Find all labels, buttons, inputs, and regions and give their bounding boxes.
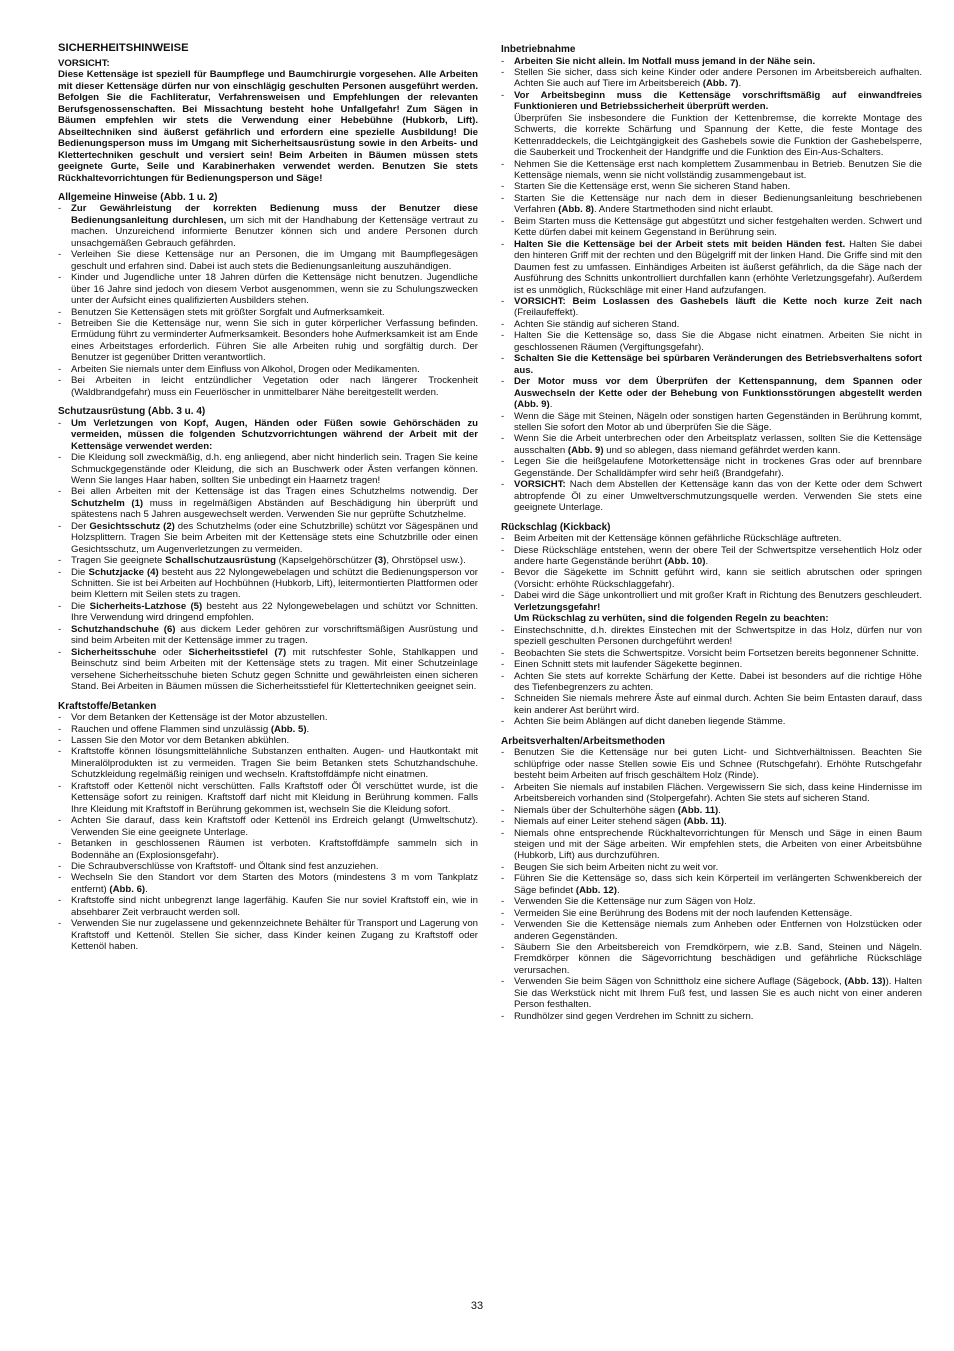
list-item: - Um Verletzungen von Kopf, Augen, Händen oder Füßen sowie Gehörschäden zu vermeiden, müssen die folgenden Schutzvorrichtungen während der Arbeit mit der Kettensäge verwendet werden: — [58, 418, 478, 452]
section-sicherheitshinweise — [58, 42, 478, 184]
list-item: Um Rückschlag zu verhüten, sind die folgenden Regeln zu beachten: — [514, 613, 829, 625]
section-heading: Arbeitsverhalten/Arbeitsmethoden — [501, 735, 665, 747]
list-item: - Stellen Sie sicher, dass sich keine Kinder oder andere Personen im Arbeitsbereich aufhalten. Achten Sie auch auf Tiere im Arbeitsbereich (Abb. 7). — [501, 67, 922, 90]
list-item: - Bevor die Sägekette im Schnitt geführt wird, kann sie seitlich abrutschen oder springen (Vorsicht: erhöhte Rückschlaggefahr). — [501, 567, 922, 590]
list-item: - Säubern Sie den Arbeitsbereich von Fremdkörpern, wie z.B. Sand, Steinen und Nägeln. Fremdkörper können die Sägevorrichtung beschädigen und gefährliche Rückschläge verursachen. — [501, 942, 922, 976]
section-heading: Kraftstoffe/Betanken — [58, 700, 157, 712]
bullet-list — [58, 712, 478, 953]
list-item: - Nehmen Sie die Kettensäge erst nach komplettem Zusammenbau in Betrieb. Benutzen Sie die Kettensäge niemals, wenn sie nicht vollständig zusammengebaut ist. — [501, 159, 922, 182]
list-item: - Die Sicherheits-Latzhose (5) besteht aus 22 Nylongewebelagen und schützt vor Schnitten. Ihre Verwendung wird dringend empfohlen. — [58, 601, 478, 624]
list-item: - Betreiben Sie die Kettensäge nur, wenn Sie sich in guter körperlicher Verfassung befinden. Ermüdung führt zu verminderter Aufmerksamkeit. Besonders hohe Aufmerksamkeit ist am Ende eines Arbeitstages erforderlich. Führen Sie alle Arbeiten ruhig und sorgfältig durch. Der Benutzer ist gegenüber Dritten verantwortlich. — [58, 318, 478, 364]
list-item: - Die Schutzjacke (4) besteht aus 22 Nylongewebelagen und schützt die Bedienungsperson vor Schnitten. Sie ist bei Arbeiten auf Hochbühnen (Hubkorb, Lift), leitermontierten Plattformen oder beim Klettern mit Seilen stets zu tragen. — [58, 567, 478, 601]
bullet-list — [58, 203, 478, 398]
section-rückschlag-kickback — [501, 522, 922, 728]
list-item: - Schalten Sie die Kettensäge bei spürbaren Veränderungen des Betriebsverhaltens sofort aus. — [501, 353, 922, 376]
list-item: - Betanken in geschlossenen Räumen ist verboten. Kraftstoffdämpfe sammeln sich in Bodennähe an (Explosionsgefahr). — [58, 838, 478, 861]
list-item: - Wechseln Sie den Standort vor dem Starten des Motors (mindestens 3 m vom Tankplatz entfernt) (Abb. 6). — [58, 872, 478, 895]
list-item: - VORSICHT: Nach dem Abstellen der Kettensäge kann das von der Kette oder dem Schwert abtropfende Öl zu einer Umweltverschmutzungsquelle werden. Verwenden Sie stets eine geeignete Unterlage. — [501, 479, 922, 513]
list-item: - Die Schraubverschlüsse von Kraftstoff- und Öltank sind fest anzuziehen. — [58, 861, 478, 872]
section-heading: Rückschlag (Kickback) — [501, 521, 611, 533]
list-item: - Achten Sie ständig auf sicheren Stand. — [501, 319, 922, 330]
list-item: - Beugen Sie sich beim Arbeiten nicht zu weit vor. — [501, 862, 922, 873]
list-item: - Kraftstoffe können lösungsmittelähnliche Substanzen enthalten. Augen- und Hautkontakt mit Mineralölprodukten ist zu vermeiden. Tragen Sie beim Betanken stets Schutzhandschuhe. Schutzkleidung regelmäßig reinigen und wechseln. Kraftstoffdämpfe nicht einatmen. — [58, 746, 478, 780]
list-item: - Starten Sie die Kettensäge erst, wenn Sie sicheren Stand haben. — [501, 181, 922, 192]
list-item: - Der Motor muss vor dem Überprüfen der Kettenspannung, dem Spannen oder Auswechseln der Kette oder der Behebung von Funktionsstörungen abgestellt werden (Abb. 9). — [501, 376, 922, 410]
right-column — [501, 44, 922, 1022]
list-item: - Rundhölzer sind gegen Verdrehen im Schnitt zu sichern. — [501, 1011, 922, 1022]
list-item: - Kinder und Jugendliche unter 18 Jahren dürfen die Kettensäge nicht benutzen. Jugendliche über 16 Jahre sind jedoch von diesem Verbot ausgenommen, wenn sie zu Schulungszwecken unter der Aufsicht eines qualifizierten Ausbilders stehen. — [58, 272, 478, 306]
section-heading: Allgemeine Hinweise (Abb. 1 u. 2) — [58, 191, 218, 203]
list-item: - Vor Arbeitsbeginn muss die Kettensäge vorschriftsmäßig auf einwandfreies Funktionieren und Betriebssicherheit überprüft werden. Überprüfen Sie insbesondere die Funktion der Kettenbremse, die korrekte Montage des Schwerts, die korrekte Schärfung und Spannung der Kette, die feste Montage des Kettenraddeckels, die Leichtgängigkeit des Gashebels sowie die Funktion der Gashebelsperre, die Sauberkeit und Trockenheit der Handgriffe und die Funktion des Ein-Aus-Schalters. — [501, 90, 922, 159]
list-item: - Vermeiden Sie eine Berührung des Bodens mit der noch laufenden Kettensäge. — [501, 908, 922, 919]
list-item: - Verwenden Sie nur zugelassene und gekennzeichnete Behälter für Transport und Lagerung von Kraftstoff und Kettenöl. Stellen Sie sicher, dass Kinder keinen Zugang zu Kraftstoff oder Kettenöl haben. — [58, 918, 478, 952]
list-item: - Benutzen Sie die Kettensäge nur bei guten Licht- und Sichtverhältnissen. Beachten Sie schlüpfrige oder nasse Stellen sowie Eis und Schnee (Rutschgefahr). Erhöhte Rutschgefahr besteht beim Arbeiten auf frisch geschältem Holz (Rinde). — [501, 747, 922, 781]
list-item: - Der Gesichtsschutz (2) des Schutzhelms (oder eine Schutzbrille) schützt vor Sägespänen und Holzsplittern. Tragen Sie beim Arbeiten mit der Kettensäge stets eine Schutzbrille oder einen Gesichtsschutz, um Augenverletzungen zu vermeiden. — [58, 521, 478, 555]
section-kraftstoffe-betanken — [58, 701, 478, 953]
list-item: - Rauchen und offene Flammen sind unzulässig (Abb. 5). — [58, 724, 478, 735]
bullet-list — [501, 533, 922, 728]
left-column — [58, 42, 478, 953]
list-item: - Wenn Sie die Arbeit unterbrechen oder den Arbeitsplatz verlassen, sollten Sie die Kettensäge ausschalten (Abb. 9) und so ablegen, dass niemand gefährdet werden kann. — [501, 433, 922, 456]
list-item: - Niemals über der Schulterhöhe sägen (Abb. 11). — [501, 805, 922, 816]
list-item: - Legen Sie die heißgelaufene Motorkettensäge nicht in trockenes Gras oder auf brennbare Gegenstände. Der Schalldämpfer wird sehr heiß (Brandgefahr). — [501, 456, 922, 479]
section-heading: SICHERHEITSHINWEISE — [58, 42, 189, 54]
page-number: 33 — [470, 1300, 484, 1312]
list-item: - Verwenden Sie die Kettensäge nur zum Sägen von Holz. — [501, 896, 922, 907]
list-item: - Einen Schnitt stets mit laufender Sägekette beginnen. — [501, 659, 922, 670]
bullet-list — [501, 56, 922, 514]
list-item: - Halten Sie die Kettensäge so, dass Sie die Abgase nicht einatmen. Arbeiten Sie nicht in geschlossenen Räumen (Vergiftungsgefahr). — [501, 330, 922, 353]
list-item: - Verwenden Sie beim Sägen von Schnittholz eine sichere Auflage (Sägebock, (Abb. 13)). Halten Sie das Werkstück nicht mit Ihrem Fuß fest, und lassen Sie es auch nicht von einer anderen Person festhalten. — [501, 976, 922, 1010]
list-item: - Niemals auf einer Leiter stehend sägen (Abb. 11). — [501, 816, 922, 827]
list-item: - Zur Gewährleistung der korrekten Bedienung muss der Benutzer diese Bedienungsanleitung durchlesen, um sich mit der Handhabung der Kettensäge vertraut zu machen. Unzureichend informierte Benutzer können sich und andere Personen durch unsachgemäßen Gebrauch gefährden. — [58, 203, 478, 249]
list-item: - Diese Rückschläge entstehen, wenn der obere Teil der Schwertspitze versehentlich Holz oder andere harte Gegenstände berührt (Abb. 10). — [501, 545, 922, 568]
list-item: - Beim Starten muss die Kettensäge gut abgestützt und sicher festgehalten werden. Schwert und Kette dürfen dabei mit keinem Gegenstand in Berührung sein. — [501, 216, 922, 239]
list-item: - Lassen Sie den Motor vor dem Betanken abkühlen. — [58, 735, 478, 746]
list-item: - Kraftstoff oder Kettenöl nicht verschütten. Falls Kraftstoff oder Öl verschüttet wurde, ist die Kettensäge sofort zu reinigen. Kraftstoff darf nicht mit Kleidung in Berührung kommen. Falls Ihre Kleidung mit Kraftstoff in Berührung gekommen ist, wechseln Sie die Kleidung sofort. — [58, 781, 478, 815]
section-arbeitsverhalten-arbeitsmethoden — [501, 736, 922, 1022]
section-inbetriebnahme — [501, 44, 922, 514]
list-item: - Schutzhandschuhe (6) aus dickem Leder gehören zur vorschriftsmäßigen Ausrüstung und sind beim Arbeiten mit der Kettensäge immer zu tragen. — [58, 624, 478, 647]
list-item: - Beobachten Sie stets die Schwertspitze. Vorsicht beim Fortsetzen bereits begonnener Schnitte. — [501, 648, 922, 659]
list-item: - Verleihen Sie diese Kettensäge nur an Personen, die im Umgang mit Baumpflegesägen geschult und erfahren sind. Dabei ist auch stets die Bedienungsanleitung auszuhändigen. — [58, 249, 478, 272]
section-heading: Schutzausrüstung (Abb. 3 u. 4) — [58, 406, 206, 418]
list-item: - Bei Arbeiten in leicht entzündlicher Vegetation oder nach längerer Trockenheit (Waldbrandgefahr) muss ein Feuerlöscher in unmittelbarer Nähe bereitgestellt werden. — [58, 375, 478, 398]
list-item: - Führen Sie die Kettensäge so, dass sich kein Körperteil im verlängerten Schwenkbereich der Säge befindet (Abb. 12). — [501, 873, 922, 896]
list-item: - Achten Sie stets auf korrekte Schärfung der Kette. Dabei ist besonders auf die richtige Höhe des Tiefenbegrenzers zu achten. — [501, 671, 922, 694]
list-item: - Arbeiten Sie nicht allein. Im Notfall muss jemand in der Nähe sein. — [501, 56, 922, 67]
list-item: - Dabei wird die Säge unkontrolliert und mit großer Kraft in Richtung des Benutzers geschleudert. Verletzungsgefahr! — [501, 590, 922, 613]
list-item: - VORSICHT: Beim Loslassen des Gashebels läuft die Kette noch kurze Zeit nach (Freilaufeffekt). — [501, 296, 922, 319]
list-item: - Halten Sie die Kettensäge bei der Arbeit stets mit beiden Händen fest. Halten Sie dabei den hinteren Griff mit der rechten und den Bügelgriff mit der linken Hand. Die Griffe sind mit den Daumen fest zu umfassen. Einhändiges Arbeiten ist äußerst gefährlich, da die Säge nach der Ausführung des Schnitts unkontrolliert durchfallen kann (erhöhte Verletzungsgefahr). Außerdem ist es unmöglich, Rückschläge mit einer Hand aufzufangen. — [501, 239, 922, 296]
list-item: - Die Kleidung soll zweckmäßig, d.h. eng anliegend, aber nicht hinderlich sein. Tragen Sie keine Schmuckgegenstände oder Kleidung, die sich an Buschwerk oder Ästen verfangen können. Wenn Sie langes Haar haben, sollten Sie unbedingt ein Haarnetz tragen! — [58, 452, 478, 486]
list-item: - Starten Sie die Kettensäge nur nach dem in dieser Bedienungsanleitung beschriebenen Verfahren (Abb. 8). Andere Startmethoden sind nicht erlaubt. — [501, 193, 922, 216]
list-item: - Niemals ohne entsprechende Rückhaltevorrichtungen für Mensch und Säge in einen Baum steigen und mit der Säge arbeiten. Wir empfehlen stets, die Arbeiten von einer Arbeitsbühne (Hubkorb, Lift) aus durchzuführen. — [501, 828, 922, 862]
list-item: - Sicherheitsschuhe oder Sicherheitsstiefel (7) mit rutschfester Sohle, Stahlkappen und Beinschutz sind beim Arbeiten mit der Kettensäge stets zu tragen. Mit einer Schutzeinlage versehene Sicherheitsschuhe bieten Schutz gegen Schnitte und gewährleisten einen sicheren Stand. Bei Arbeiten in Bäumen müssen die Sicherheitsstiefel für Klettertechniken geeignet sein. — [58, 647, 478, 693]
list-item: - Schneiden Sie niemals mehrere Äste auf einmal durch. Achten Sie beim Entasten darauf, dass kein anderer Ast berührt wird. — [501, 693, 922, 716]
bullet-list — [58, 418, 478, 693]
list-item: - Einstechschnitte, d.h. direktes Einstechen mit der Schwertspitze in das Holz, dürfen nur von speziell geschulten Personen durchgeführt werden! — [501, 625, 922, 648]
list-item: - Benutzen Sie Kettensägen stets mit größter Sorgfalt und Aufmerksamkeit. — [58, 307, 478, 318]
list-item: - Vor dem Betanken der Kettensäge ist der Motor abzustellen. — [58, 712, 478, 723]
list-item: - Achten Sie darauf, dass kein Kraftstoff oder Kettenöl ins Erdreich gelangt (Umweltschutz). Verwenden Sie eine geeignete Unterlage. — [58, 815, 478, 838]
list-item: - Wenn die Säge mit Steinen, Nägeln oder sonstigen harten Gegenständen in Berührung kommt, stellen Sie sofort den Motor ab und überprüfen Sie die Säge. — [501, 411, 922, 434]
list-item: - Tragen Sie geeignete Schallschutzausrüstung (Kapselgehörschützer (3), Ohrstöpsel usw.). — [58, 555, 478, 566]
list-item: - Achten Sie beim Ablängen auf dicht daneben liegende Stämme. — [501, 716, 922, 727]
bullet-list — [501, 747, 922, 1022]
list-item: - Arbeiten Sie niemals auf instabilen Flächen. Vergewissern Sie sich, dass keine Hindernisse im Arbeitsbereich vorhanden sind (Stolpergefahr). Achten Sie stets auf sicheren Stand. — [501, 782, 922, 805]
list-item: - Bei allen Arbeiten mit der Kettensäge ist das Tragen eines Schutzhelms notwendig. Der Schutzhelm (1) muss in regelmäßigen Abständen auf Beschädigung hin überprüft und spätestens nach 5 Jahren ausgewechselt werden. Verwenden Sie nur geprüfte Schutzhelme. — [58, 486, 478, 520]
list-item: - Verwenden Sie die Kettensäge niemals zum Anheben oder Entfernen von Holzstücken oder anderen Gegenständen. — [501, 919, 922, 942]
warning-text: Diese Kettensäge ist speziell für Baumpflege und Baumchirurgie vorgesehen. Alle Arbeiten mit dieser Kettensäge dürfen nur von einschlägig geschulten Personen ausgeführt werden. Befolgen Sie die Fachliteratur, Verfahrensweisen und Empfehlungen der relevanten Berufsgenossenschaften. Bei Missachtung besteht hohe Unfallgefahr! Zum Sägen in Bäumen empfehlen wir stets die Verwendung einer Hebebühne (Hubkorb, Lift). Abseiltechniken sind äußerst gefährlich und erfordern eine spezielle Ausbildung! Die Bedienungsperson muss im Umgang mit Sicherheitsausrüstung sowie in den Arbeits- und Klettertechniken geschult und versiert sein! Beim Arbeiten in Bäumen müssen stets geeignete Gurte, Seile und Karabinerhaken verwendet werden. Benutzen Sie stets Rückhaltevorrichtungen für Bedienungsperson und Säge! — [58, 69, 478, 184]
section-schutzausrüstung-abb-3-u-4 — [58, 406, 478, 692]
section-allgemeine-hinweise-abb-1-u-2 — [58, 192, 478, 398]
list-item: - Arbeiten Sie niemals unter dem Einfluss von Alkohol, Drogen oder Medikamenten. — [58, 364, 478, 375]
list-item: - Kraftstoffe sind nicht unbegrenzt lange lagerfähig. Kaufen Sie nur soviel Kraftstoff ein, wie in absehbarer Zeit verbraucht werden soll. — [58, 895, 478, 918]
list-item: - Beim Arbeiten mit der Kettensäge können gefährliche Rückschläge auftreten. — [501, 533, 922, 544]
section-heading: Inbetriebnahme — [501, 44, 576, 55]
warning-label: VORSICHT: — [58, 58, 110, 69]
